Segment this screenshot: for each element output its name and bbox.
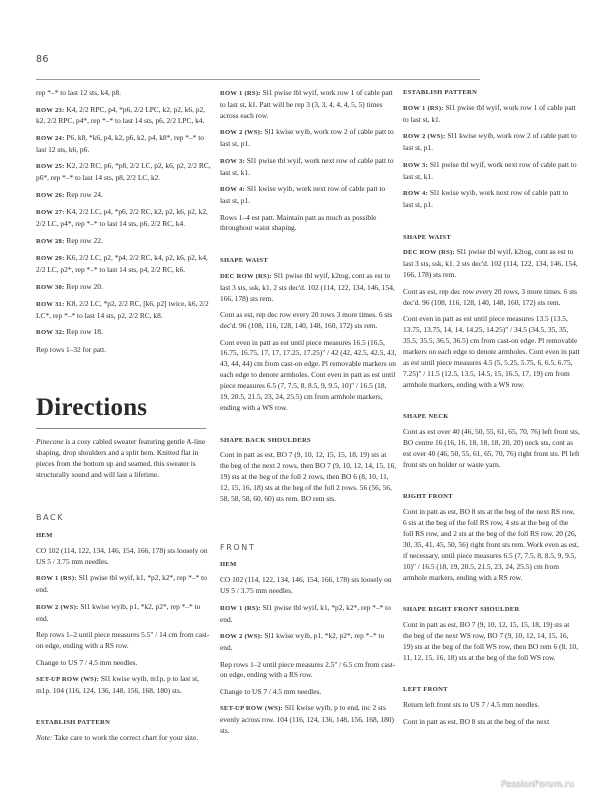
pattern-row: Cont in patt as est, BO 7 (9, 10, 12, 15, 15, 18, 19) sts at the beg of the next 2 rows, then BO 7 (9, 10, 12, 14, 15, 16, 19) sts at the beg of the foll 2 rows, then BO 6 (8, 10, 11, 12, 15, 16, 18) sts at the beg of the foll 2 rows. 56 (56, 56, 58, 58, 58, 60, 60) sts rem. BO rem sts.	[220, 450, 397, 504]
pattern-row: ROW 27: K4, 2/2 LC, p4, *p6, 2/2 RC, k2, p2, k6, p2, k2, 2/2 LC, p4*, rep *–* to last 14 sts, p6, 2/2 RC, k4.	[36, 207, 208, 229]
subheading-shape-neck: SHAPE NECK	[403, 413, 449, 421]
pattern-row: ROW 32: Rep row 18.	[36, 327, 103, 337]
pattern-row: ROW 1 (RS): Sl1 pwise tbl wyif, k1, *p2, k2*, rep *–* to end.	[36, 573, 207, 595]
pattern-row: Change to US 7 / 4.5 mm needles.	[220, 686, 322, 696]
subheading-establish-pattern: ESTABLISH PATTERN	[36, 719, 111, 727]
subheading-left-front: LEFT FRONT	[403, 686, 448, 694]
pattern-row: ROW 2 (WS): Sl1 kwise wyib, p1, *k2, p2*, rep *–* to end.	[220, 631, 385, 653]
spacer	[220, 511, 397, 543]
section-heading-back: BACK	[36, 513, 65, 523]
subheading-hem: HEM	[36, 531, 53, 539]
pattern-row: Cont even in patt as est until piece measures 13.5 (13.5, 13.75, 13.75, 14, 14, 14.25, 14.25)" / 34.5 (34.5, 35, 35, 35.5, 35.5, 36.5, 36.5) cm from cast-on edge. Pl removable markers on each edge to denote armholes. Cont even in patt as est until piece measures 4.5 (5, 5.25, 5.75, 6, 6.5, 6.75, 7.25)" / 11.5 (12.5, 13.5, 14.5, 15, 16.5, 17, 19) cm from armhole markers, ending with a WS row.	[403, 314, 580, 389]
watermark: PassionForum.ru	[501, 780, 575, 790]
pattern-row: ROW 3: Sl1 pwise tbl wyif, work next row of cable patt to last st, k1.	[403, 159, 577, 181]
pattern-row: SET-UP ROW (WS): Sl1 kwise wyib, p to end, inc 2 sts evenly across row. 104 (116, 124, 136, 148, 156, 168, 180) sts.	[220, 703, 394, 736]
subheading-right-front: RIGHT FRONT	[403, 493, 453, 501]
spacer	[403, 396, 580, 412]
pattern-row: Rows 1–4 est patt. Maintain patt as much as possible throughout waist shaping.	[220, 212, 377, 233]
pattern-row: Change to US 7 / 4.5 mm needles.	[36, 657, 138, 667]
spacer	[220, 240, 397, 256]
subheading-establish-pattern: ESTABLISH PATTERN	[403, 89, 478, 96]
left-column	[36, 88, 213, 750]
pattern-row: ROW 26: Rep row 24.	[36, 189, 103, 199]
pattern-row: Cont as est, rep dec row every 20 rows, 3 more times. 6 sts dec'd. 96 (108, 116, 128, 140, 148, 160, 172) sts rem.	[403, 286, 578, 307]
intro-paragraph: Pinecone is a cosy cabled sweater featuring gentle A-line shaping, drop shoulders and a split hem. Knitted flat in pieces from the bottom up and seamed, this sweater is structurally sound and will last a lifetime.	[36, 437, 206, 480]
section-heading-front: FRONT	[220, 542, 256, 552]
pattern-row: Cont as est, rep dec row every 20 rows 3 more times. 6 sts dec'd. 96 (108, 116, 128, 140, 148, 160, 172) sts rem.	[220, 310, 393, 331]
pattern-row: ROW 4: Sl1 kwise wyib, work next row of cable patt to last st, p1.	[403, 188, 569, 210]
directions-divider	[36, 428, 206, 429]
spacer	[220, 420, 397, 436]
pattern-row: ROW 4: Sl1 kwise wyib, work next row of cable patt to last st, p1.	[220, 184, 386, 206]
subheading-shape-right-front-shoulder: SHAPE RIGHT FRONT SHOULDER	[403, 606, 520, 614]
pattern-row: DEC ROW (RS): Sl1 pwise tbl wyif, k2tog, cont as est to last 3 sts, ssk, k1. 2 sts dec'd. 102 (114, 122, 134, 146, 154, 166, 178) sts rem.	[403, 247, 578, 280]
pattern-row: SET-UP ROW (WS): Sl1 kwise wyib, m1p, p to last st, m1p. 104 (116, 124, 136, 148, 156, 168, 180) sts.	[36, 674, 199, 695]
pattern-row: Rep rows 1–2 until piece measures 2.5" / 6.5 cm from cast-on edge, ending with a RS row.	[220, 659, 396, 680]
pattern-row: ROW 25: K2, 2/2 RC, p6, *p8, 2/2 LC, p2, k6, p2, 2/2 RC, p6*, rep *–* to last 14 sts, p8, 2/2 LC, k2.	[36, 161, 211, 183]
pattern-row: ROW 2 (WS): Sl1 kwise wyib, work row 2 of cable patt to last st, p1.	[220, 127, 394, 149]
pattern-name: Pinecone	[36, 437, 64, 447]
spacer	[403, 589, 580, 605]
pattern-row: ROW 31: K8, 2/2 LC, *p2, 2/2 RC, [k6, p2] twice, k6, 2/2 LC*, rep *–* to last 14 sts, p2, 2/2 RC, k8.	[36, 299, 209, 320]
pattern-row: ROW 23: K4, 2/2 RPC, p4, *p6, 2/2 LPC, k2, p2, k6, p2, k2, 2/2 RPC, p4*, rep *–* to last 14 sts, p6, 2/2 LPC, k4.	[36, 104, 205, 126]
page-number: 86	[36, 54, 49, 65]
pattern-row: Return left front sts to US 7 / 4.5 mm needles.	[403, 700, 540, 710]
pattern-row: ROW 24: P6, k8, *k6, p4, k2, p6, k2, p4, k8*, rep *–* to last 12 sts, k6, p6.	[36, 132, 204, 154]
middle-column	[220, 88, 397, 743]
pattern-row: Rep rows 1–2 until piece measures 5.5" / 14 cm from cast-on edge, ending with a RS row.	[36, 630, 210, 650]
pattern-row: ROW 28: Rep row 22.	[36, 235, 103, 245]
right-column	[403, 88, 580, 733]
note: Note: Take care to work the correct chart for your size.	[36, 733, 199, 743]
spacer	[36, 702, 213, 718]
pattern-row: Cont in patt as est, BO 7 (9, 10, 12, 15, 15, 18, 19) sts at the beg of the next WS row, BO 7 (9, 10, 12, 14, 15, 16, 19) sts at the beg of the foll WS row, then BO rem 6 (8, 10, 11, 12, 15, 16, 18) sts at the beg of the foll WS row.	[403, 619, 579, 662]
pattern-row: Rep rows 1–32 for patt.	[36, 344, 106, 354]
pattern-row: ROW 1 (RS): Sl1 pwise tbl wyif, work row 1 of cable patt to last st, k1. Patt will be rep 3 (3, 3, 4, 4, 4, 5, 5) times across each row.	[220, 88, 393, 120]
spacer	[403, 669, 580, 685]
spacer	[36, 481, 213, 513]
spacer	[403, 476, 580, 492]
subheading-shape-waist: SHAPE WAIST	[403, 233, 452, 241]
pattern-row: ROW 29: K6, 2/2 LC, p2, *p4, 2/2 RC, k4, p2, k6, p2, k4, 2/2 LC, p2*, rep *–* to last 14 sts, p4, 2/2 RC, k6.	[36, 253, 208, 275]
pattern-row: ROW 1 (RS): Sl1 pwise tbl wyif, work row 1 of cable patt to last st, k1.	[403, 102, 576, 124]
pattern-row: Cont in patt as est, BO 8 sts at the beg of the next	[403, 716, 550, 726]
pattern-row: rep *–* to last 12 sts, k4, p8.	[36, 88, 121, 97]
pattern-row: Cont even in patt as est until piece measures 16.5 (16.5, 16.75, 16.75, 17, 17, 17.25, 17.25)" / 42 (42, 42.5, 42.5, 43, 43, 44, 44) cm from cast-on edge. Pl removable markers on each edge to denote armholes. Cont even in patt as est until piece measures 6.5 (7, 7.5, 8, 8.5, 9, 9.5, 10)" / 16.5 (18, 19, 20.5, 21.5, 23, 24, 25.5) cm from armhole markers, ending with a WS row.	[220, 337, 397, 412]
spacer	[36, 361, 213, 393]
pattern-row: CO 102 (114, 122, 134, 146, 154, 166, 178) sts loosely on US 5 / 3.75 mm needles.	[220, 575, 392, 596]
spacer	[403, 217, 580, 233]
directions-heading: Directions	[36, 394, 148, 422]
pattern-row: ROW 2 (WS): Sl1 kwise wyib, work row 2 of cable patt to last st, p1.	[403, 131, 577, 153]
pattern-row: DEC ROW (RS): Sl1 pwise tbl wyif, k2tog, cont as est to last 3 sts, ssk, k1. 2 sts dec'd. 102 (114, 122, 134, 146, 154, 166, 178) sts rem.	[220, 270, 395, 303]
pattern-row: Cont as est over 40 (46, 50, 55, 61, 65, 70, 76) left front sts, BO centre 16 (16, 16, 18, 18, 18, 20, 20) neck sts, cont as est over 40 (46, 50, 55, 61, 65, 70, 76) right front sts. Pl left front sts on holder or waste yarn.	[403, 427, 580, 469]
pattern-row: ROW 30: Rep row 20.	[36, 281, 103, 291]
subheading-shape-waist: SHAPE WAIST	[220, 256, 269, 264]
pattern-row: CO 102 (114, 122, 134, 146, 154, 166, 178) sts loosely on US 5 / 3.75 mm needles.	[36, 545, 208, 566]
top-divider	[36, 79, 480, 80]
pattern-row: Cont in patt as est, BO 8 sts at the beg of the next RS row, 6 sts at the beg of the foll RS row, 4 sts at the beg of the foll RS row, and 2 sts at the beg of the foll RS row. 20 (26, 30, 35, 41, 45, 50, 56) right front sts rem. Work even as est, if necessary, until piece measures 6.5 (7, 7.5, 8, 8.5, 9, 9.5, 10)" / 16.5 (18, 19, 20.5, 21.5, 23, 24, 25.5) cm from armhole markers, ending with a RS row.	[403, 507, 579, 582]
pattern-row: ROW 2 (WS): Sl1 kwise wyib, p1, *k2, p2*, rep *–* to end.	[36, 601, 201, 623]
subheading-shape-back-shoulders: SHAPE BACK SHOULDERS	[220, 436, 312, 444]
pattern-row: ROW 3: Sl1 pwise tbl wyif, work next row of cable patt to last st, k1.	[220, 155, 394, 177]
pattern-row: ROW 1 (RS): Sl1 pwise tbl wyif, k1, *p2, k2*, rep *–* to end.	[220, 602, 391, 624]
subheading-hem: HEM	[220, 561, 237, 569]
